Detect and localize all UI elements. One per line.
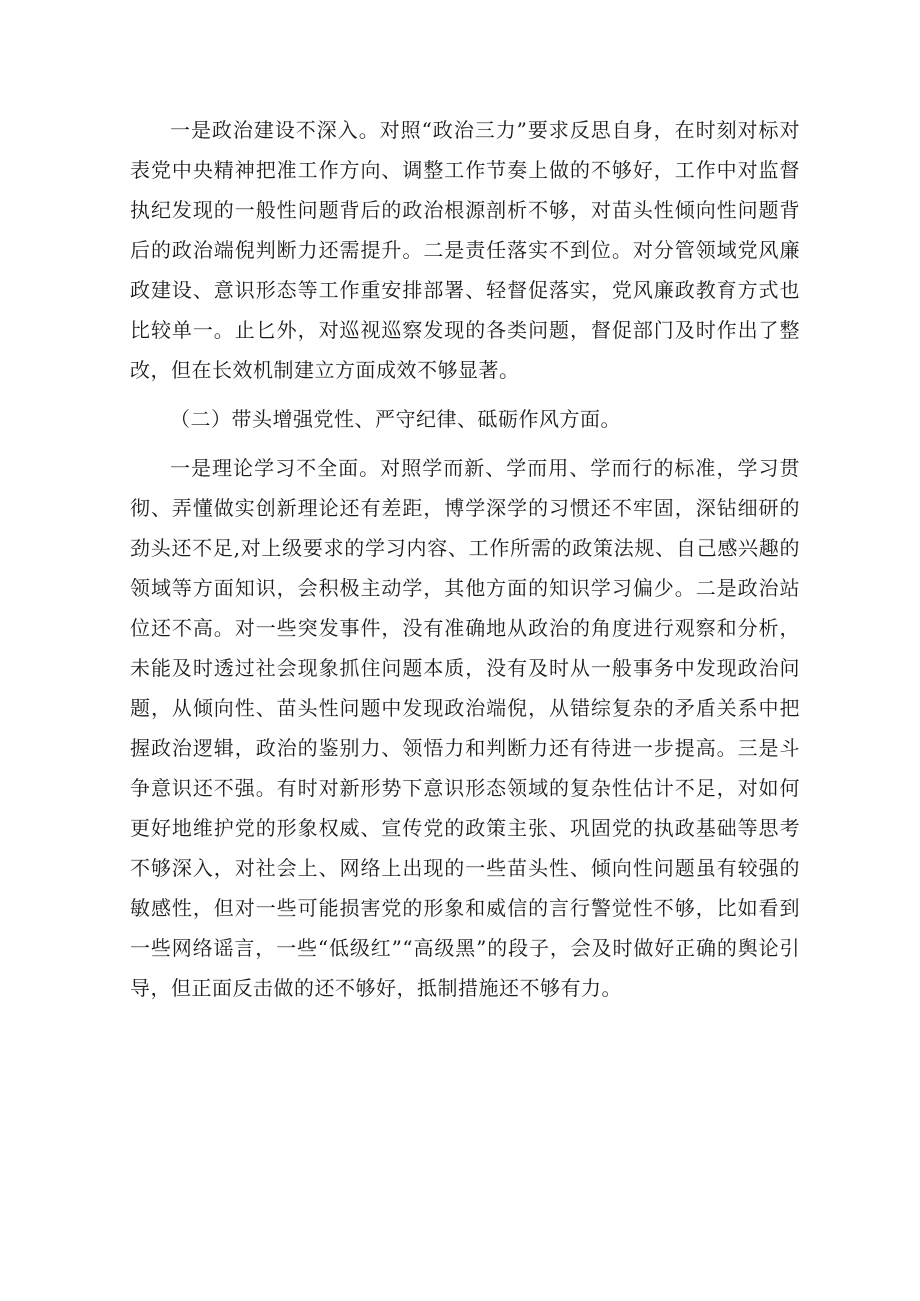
document-body <box>130 110 800 1017</box>
paragraph-political-construction: 一是政治建设不深入。对照“政治三力”要求反思自身，在时刻对标对表党中央精神把准工作方向、调整工作节奏上做的不够好，工作中对监督执纪发现的一般性问题背后的政治根源剖析不够，对苗头性倾向性问题背后的政治端倪判断力还需提升。二是责任落实不到位。对分管领域党风廉政建设、意识形态等工作重安排部署、轻督促落实，党风廉政教育方式也比较单一。止匕外，对巡视巡察发现的各类问题，督促部门及时作出了整改，但在长效机制建立方面成效不够显著。 <box>130 118 800 382</box>
paragraph-theory-study: 一是理论学习不全面。对照学而新、学而用、学而行的标准，学习贯彻、弄懂做实创新理论还有差距，博学深学的习惯还不牢固，深钻细研的劲头还不足,对上级要求的学习内容、工作所需的政策法规、自己感兴趣的领域等方面知识，会积极主动学，其他方面的知识学习偏少。二是政治站位还不高。对一些突发事件，没有准确地从政治的角度进行观察和分析，未能及时透过社会现象抓住问题本质，没有及时从一般事务中发现政治问题，从倾向性、苗头性问题中发现政治端倪，从错综复杂的矛盾关系中把握政治逻辑，政治的鉴别力、领悟力和判断力还有待进一步提高。三是斗争意识还不强。有时对新形势下意识形态领域的复杂性估计不足，对如何更好地维护党的形象权威、宣传党的政策主张、巩固党的执政基础等思考不够深入，对社会上、网络上出现的一些苗头性、倾向性问题虽有较强的敏感性，但对一些可能损害党的形象和威信的言行警觉性不够，比如看到一些网络谣言，一些“低级红”“高级黑”的段子，会及时做好正确的舆论引导，但正面反击做的还不够好，抵制措施还不够有力。 <box>130 456 800 1000</box>
section-heading-party-spirit: （二）带头增强党性、严守纪律、砥砺作风方面。 <box>170 407 621 431</box>
